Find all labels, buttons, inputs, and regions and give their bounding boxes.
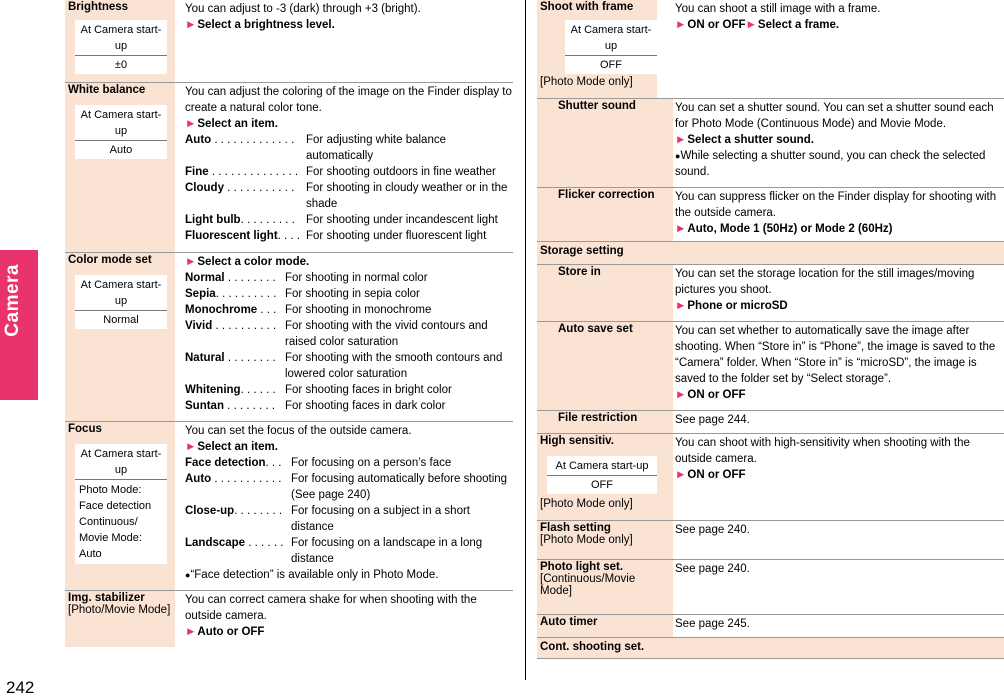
leader-dots: . . . . . . . . . . bbox=[215, 288, 277, 300]
leader-dots: . . . . . . . . . . . . . bbox=[211, 134, 295, 146]
column-divider bbox=[525, 0, 526, 680]
option-description: For shooting in cloudy weather or in the shade bbox=[306, 182, 508, 210]
option-name: Vivid bbox=[185, 320, 213, 332]
option-name: Suntan bbox=[185, 400, 224, 412]
option-name: Monochrome bbox=[185, 304, 258, 316]
startup-box: At Camera start-up OFF bbox=[547, 456, 657, 494]
option-item bbox=[185, 286, 513, 302]
option-name: Fine bbox=[185, 166, 209, 178]
label-focus: Focus bbox=[68, 423, 102, 435]
option-name: Sepia bbox=[185, 288, 216, 300]
option-description: For shooting faces in dark color bbox=[285, 400, 446, 412]
option-item bbox=[185, 270, 513, 286]
leader-dots: . . . . . . . . bbox=[234, 505, 283, 517]
row-cont-shooting: Cont. shooting set. bbox=[537, 638, 1004, 659]
row-shutter-sound: Shutter sound You can set a shutter sound. You can set a shutter sound each for Photo Mode (Continuous Mode) and Movie Mode. ► Select a shutter sound. ● While selecting a shutter sound, you can check the selected sound. bbox=[537, 99, 1004, 188]
startup-box: At Camera start-up Auto bbox=[75, 105, 167, 159]
leader-dots: . . . . . . . . bbox=[223, 400, 276, 412]
label-high-sensitivity: High sensitiv. bbox=[540, 435, 614, 447]
option-name: Auto bbox=[185, 134, 212, 146]
row-store-in: Store in You can set the storage location for the still images/moving pictures you shoot. ► Phone or microSD bbox=[537, 265, 1004, 322]
option-description: For shooting in normal color bbox=[285, 272, 428, 284]
option-name: Cloudy bbox=[185, 182, 224, 194]
option-item bbox=[185, 228, 513, 244]
row-focus: Focus At Camera start-up Photo Mode: Face detection Continuous/ Movie Mode: Auto You can set the focus of the outside camera. ► Select an item. Face detection. . . For focusing on a person’s face Auto . . . . . . . . . . . For focusing automatically before shooting (See page 240) Close-up. . . . . . . . For focusing on a subject in a short distance Landscape . . . . . . For focusing on a landscape in a long distance ● “Face detection” is available only in Photo Mode. bbox=[65, 422, 513, 591]
leader-dots: . . . . . . . . bbox=[224, 352, 276, 364]
option-name: Light bulb bbox=[185, 214, 241, 226]
option-name: Whitening bbox=[185, 384, 241, 396]
leader-dots: . . . . . . bbox=[245, 537, 284, 549]
leader-dots: . . . . . . . . . . . bbox=[223, 182, 295, 194]
side-tab-camera: Camera bbox=[0, 250, 38, 400]
option-item bbox=[185, 398, 513, 414]
option-name: Natural bbox=[185, 352, 225, 364]
option-name: Face detection bbox=[185, 457, 266, 469]
label-flicker-correction: Flicker correction bbox=[558, 189, 655, 201]
row-color-mode: Color mode set At Camera start-up Normal ► Select a color mode. Normal . . . . . . . . For shooting in normal color Sepia. . . . . . . . . . For shooting in sepia color Monochrome . . . For shooting in monochrome Vivid . . . . . . . . . . For shooting with the vivid contours and raised color saturation Natural . . . . . . . . For shooting with the smooth contours and lowered color saturation Whitening. . . . . . For shooting faces in bright color Suntan . . . . . . . . For shooting faces in dark color bbox=[65, 253, 513, 422]
page-number: 242 bbox=[6, 678, 35, 697]
label-white-balance: White balance bbox=[68, 84, 146, 96]
label-auto-save-set: Auto save set bbox=[558, 323, 633, 335]
option-description: For shooting with the smooth contours and lowered color saturation bbox=[285, 352, 503, 380]
leader-dots: . . . . . . . . . . . bbox=[211, 473, 282, 485]
row-flicker-correction: Flicker correction You can suppress flicker on the Finder display for shooting with the outside camera. ► Auto, Mode 1 (50Hz) or Mode 2 (60Hz) bbox=[537, 188, 1004, 242]
option-item bbox=[185, 318, 513, 350]
label-shutter-sound: Shutter sound bbox=[558, 100, 636, 112]
option-item bbox=[185, 212, 513, 228]
row-shoot-with-frame: Shoot with frame [Photo Mode only] At Camera start-up OFF You can shoot a still image with a frame. ► ON or OFF► Select a frame. bbox=[537, 0, 1004, 99]
option-description: For adjusting white balance automatically bbox=[306, 134, 446, 162]
right-column bbox=[537, 0, 1004, 659]
option-description: For shooting under incandescent light bbox=[306, 214, 498, 226]
option-description: For focusing on a subject in a short distance bbox=[291, 505, 470, 533]
row-file-restriction: File restriction See page 244. bbox=[537, 411, 1004, 434]
row-auto-save-set: Auto save set You can set whether to automatically save the image after shooting. When “Store in” is “Phone”, the image is saved to the “Camera” folder. When “Store in” is “microSD”, the image is saved to the folder set by “Select storage”. ► ON or OFF bbox=[537, 322, 1004, 411]
leader-dots: . . . bbox=[257, 304, 277, 316]
option-name: Fluorescent light bbox=[185, 230, 278, 242]
leader-dots: . . . . . . . . . . bbox=[212, 320, 277, 332]
option-item bbox=[185, 503, 513, 535]
row-auto-timer: Auto timer See page 245. bbox=[537, 615, 1004, 638]
startup-box: At Camera start-up Normal bbox=[75, 275, 167, 329]
label-shoot-with-frame: Shoot with frame bbox=[540, 1, 634, 13]
option-item bbox=[185, 350, 513, 382]
section-storage-setting: Storage setting bbox=[537, 242, 1004, 265]
row-photo-light: Photo light set. [Continuous/Movie Mode] See page 240. bbox=[537, 560, 1004, 615]
row-brightness: Brightness At Camera start-up ±0 You can adjust to -3 (dark) through +3 (bright). ► Select a brightness level. bbox=[65, 0, 513, 83]
option-description: For shooting in monochrome bbox=[285, 304, 432, 316]
label-auto-timer: Auto timer bbox=[540, 616, 598, 628]
label-store-in: Store in bbox=[558, 266, 601, 278]
label-img-stabilizer: Img. stabilizer bbox=[68, 592, 145, 604]
option-item bbox=[185, 302, 513, 318]
row-high-sensitivity: High sensitiv. [Photo Mode only] At Camera start-up OFF You can shoot with high-sensitivity when shooting with the outside camera. ► ON or OFF bbox=[537, 434, 1004, 521]
option-description: For shooting outdoors in fine weather bbox=[306, 166, 496, 178]
option-item bbox=[185, 471, 513, 503]
option-description: For focusing on a landscape in a long distance bbox=[291, 537, 483, 565]
leader-dots: . . . . . . . . . . . . . . bbox=[208, 166, 299, 178]
left-column bbox=[65, 0, 513, 647]
color-mode-options bbox=[185, 270, 513, 414]
startup-box: At Camera start-up OFF bbox=[565, 20, 657, 74]
row-white-balance: White balance At Camera start-up Auto You can adjust the coloring of the image on the Finder display to create a natural color tone. ► Select an item. Auto . . . . . . . . . . . . . For adjusting white balance automatically Fine . . . . . . . . . . . . . . For shooting outdoors in fine weather Cloudy . . . . . . . . . . . For shooting in cloudy weather or in the shade Light bulb. . . . . . . . . For shooting under incandescent light Fluorescent light. . . . For shooting under fluorescent light bbox=[65, 83, 513, 253]
focus-options bbox=[185, 455, 513, 567]
leader-dots: . . . bbox=[265, 457, 282, 469]
option-item bbox=[185, 132, 513, 164]
startup-box: At Camera start-up Photo Mode: Face detection Continuous/ Movie Mode: Auto bbox=[75, 444, 167, 564]
leader-dots: . . . . bbox=[277, 230, 301, 242]
option-name: Close-up bbox=[185, 505, 235, 517]
label-file-restriction: File restriction bbox=[558, 412, 638, 424]
option-description: For shooting under fluorescent light bbox=[306, 230, 487, 242]
option-item bbox=[185, 382, 513, 398]
label-color-mode: Color mode set bbox=[68, 254, 152, 266]
row-img-stabilizer: Img. stabilizer [Photo/Movie Mode] You can correct camera shake for when shooting with the outside camera. ► Auto or OFF bbox=[65, 591, 513, 647]
option-item bbox=[185, 180, 513, 212]
option-description: For shooting with the vivid contours and raised color saturation bbox=[285, 320, 488, 348]
label-photo-light: Photo light set. bbox=[540, 561, 624, 573]
startup-box: At Camera start-up ±0 bbox=[75, 20, 167, 74]
leader-dots: . . . . . . . . . bbox=[240, 214, 295, 226]
label-flash-setting: Flash setting bbox=[540, 522, 611, 534]
option-name: Normal bbox=[185, 272, 225, 284]
leader-dots: . . . . . . . . bbox=[224, 272, 276, 284]
option-item bbox=[185, 455, 513, 471]
row-flash-setting: Flash setting [Photo Mode only] See page 240. bbox=[537, 521, 1004, 560]
white-balance-options bbox=[185, 132, 513, 244]
option-description: For shooting faces in bright color bbox=[285, 384, 452, 396]
option-description: For focusing on a person’s face bbox=[291, 457, 452, 469]
label-brightness: Brightness bbox=[68, 1, 129, 13]
option-description: For focusing automatically before shooting (See page 240) bbox=[291, 473, 508, 501]
option-description: For shooting in sepia color bbox=[285, 288, 420, 300]
leader-dots: . . . . . . bbox=[240, 384, 276, 396]
option-item bbox=[185, 164, 513, 180]
option-name: Landscape bbox=[185, 537, 246, 549]
option-item bbox=[185, 535, 513, 567]
option-name: Auto bbox=[185, 473, 212, 485]
